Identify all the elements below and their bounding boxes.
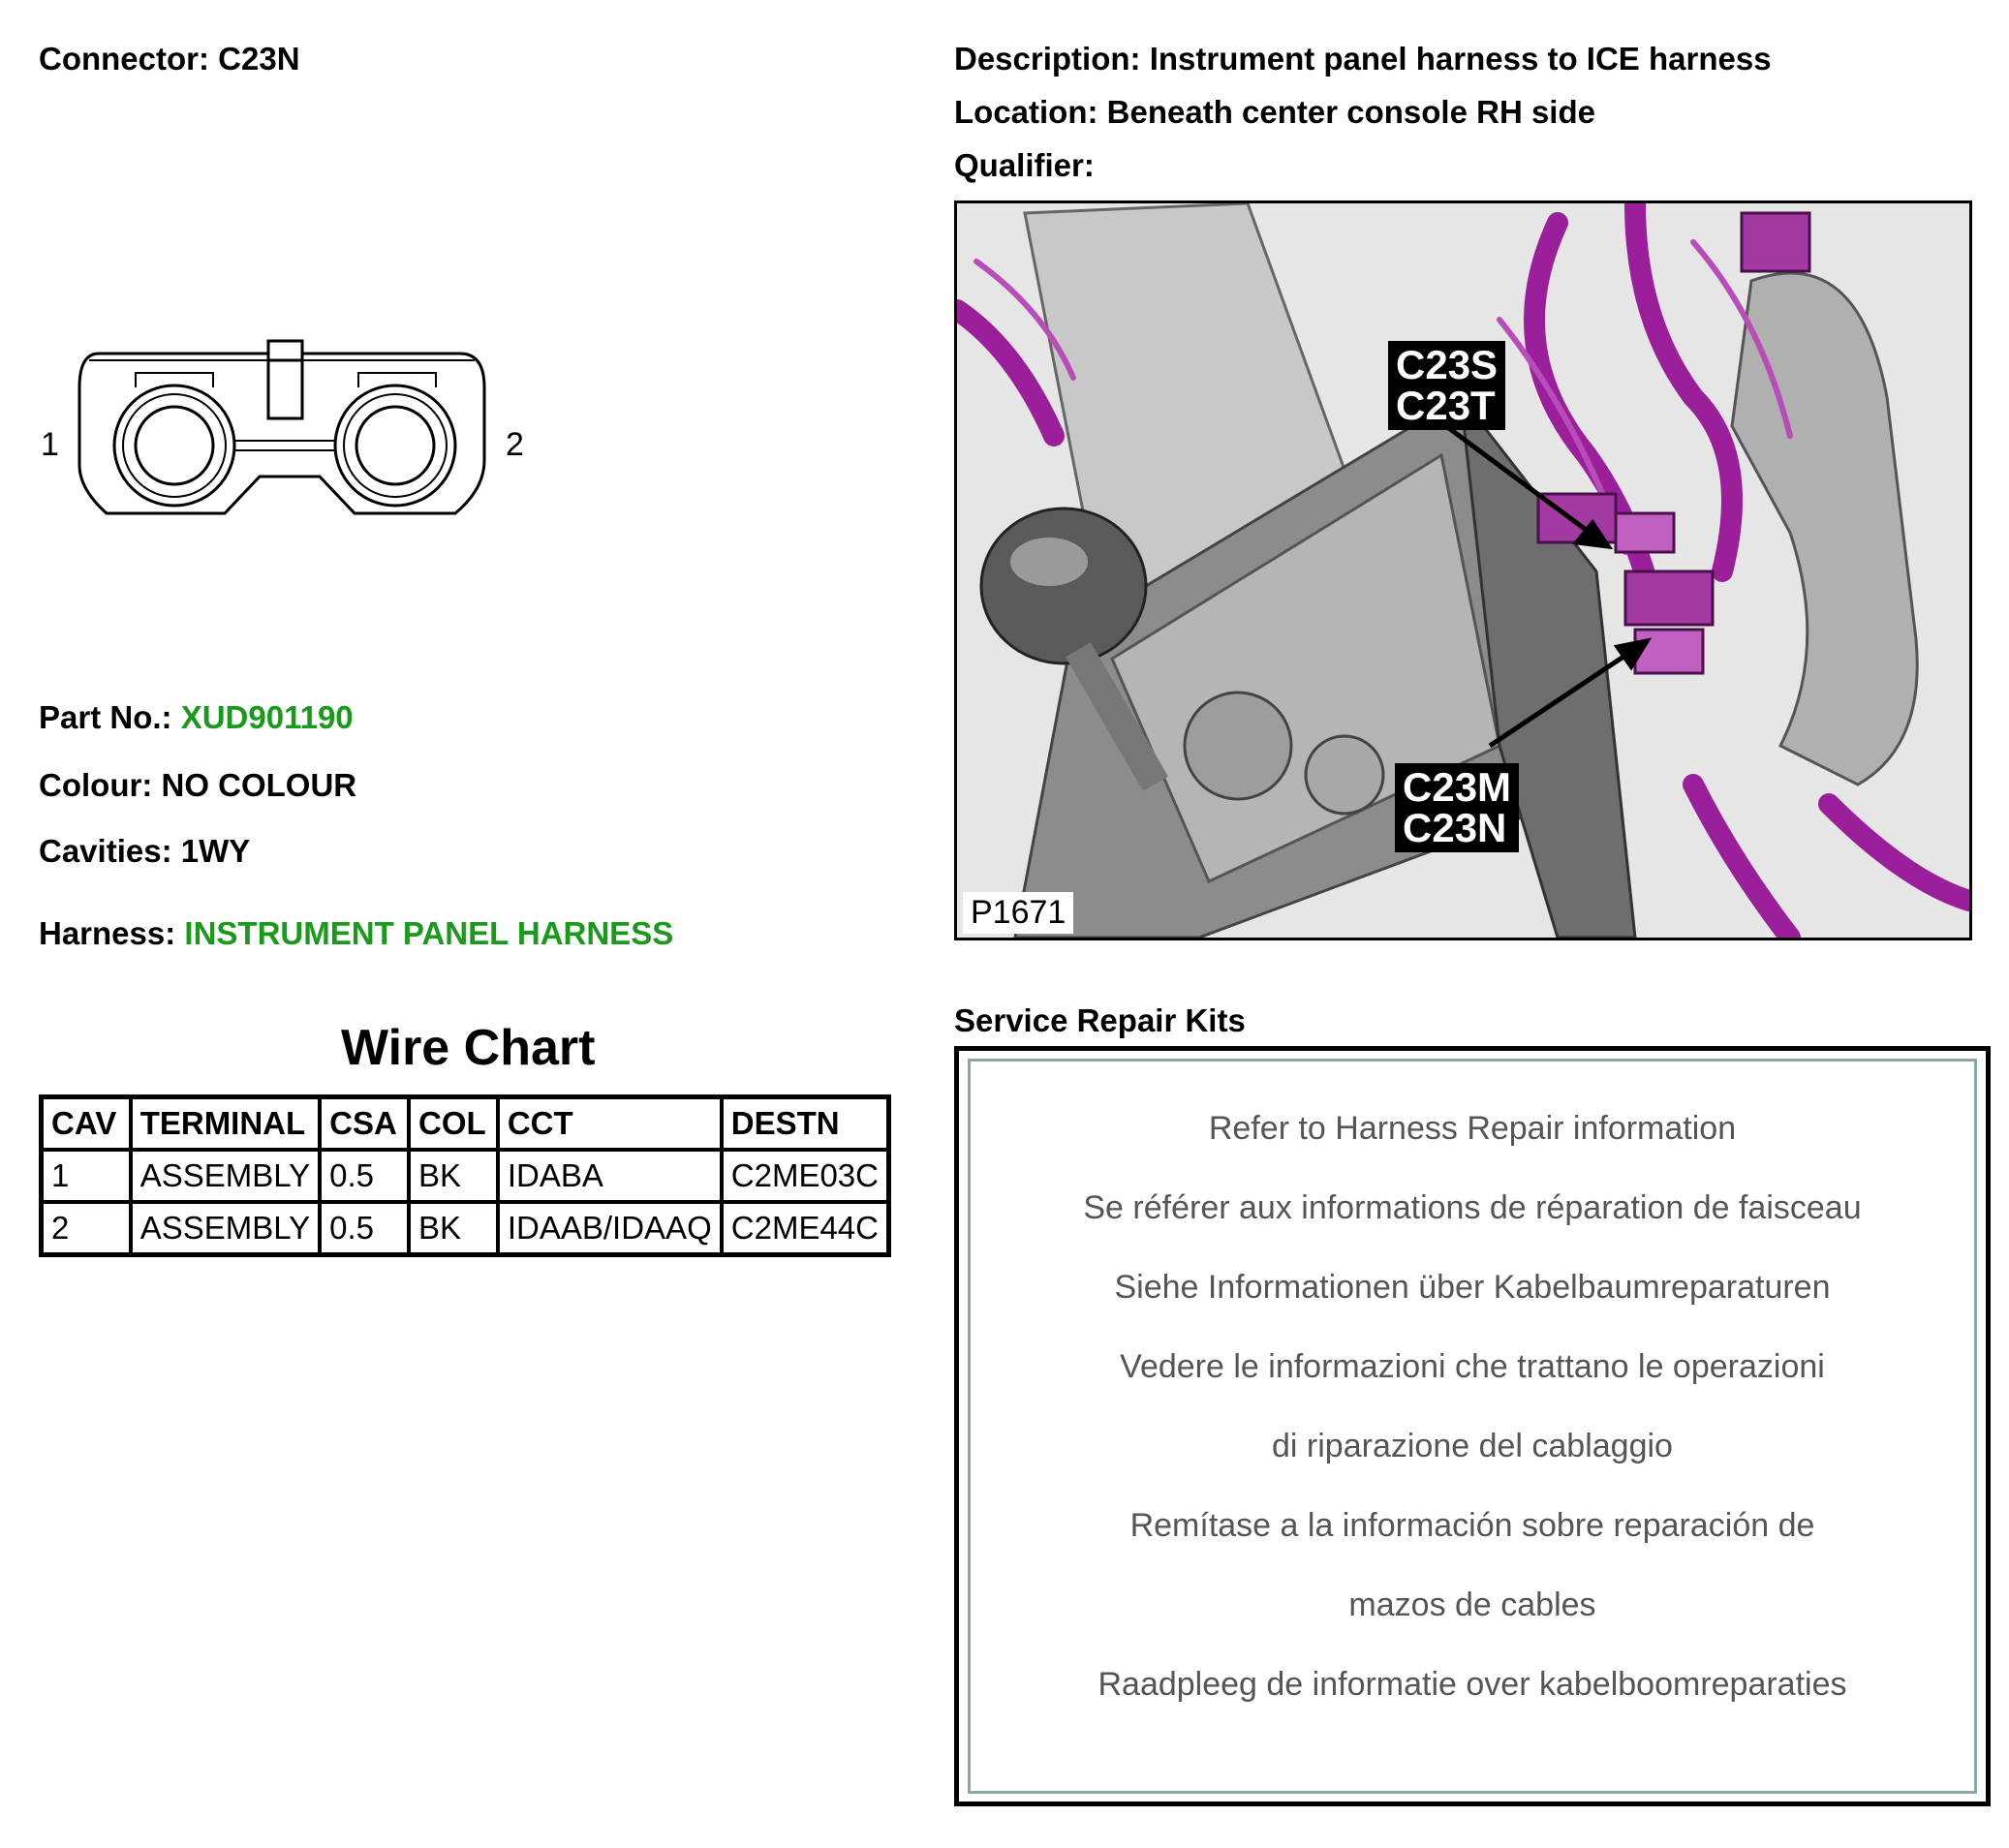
cell-terminal: ASSEMBLY	[131, 1150, 320, 1202]
colour-label: Colour:	[39, 767, 153, 803]
callout-c23m-c23n	[1395, 763, 1519, 852]
repair-line-nl: Raadpleeg de informatie over kabelboomreparaties	[1097, 1666, 1847, 1703]
table-row	[42, 1202, 889, 1255]
colour-field	[39, 767, 356, 804]
callout-c23s: C23S	[1396, 342, 1499, 387]
colour-value: NO COLOUR	[161, 767, 357, 803]
cell-cct: IDAAB/IDAAQ	[498, 1202, 722, 1255]
part-no-field	[39, 699, 354, 736]
col-header-csa: CSA	[320, 1097, 409, 1151]
cell-col: BK	[409, 1202, 498, 1255]
description-value: Instrument panel harness to ICE harness	[1149, 41, 1772, 77]
pin-2-label: 2	[506, 426, 524, 463]
cell-cav: 1	[42, 1150, 131, 1202]
cell-destn: C2ME03C	[722, 1150, 889, 1202]
cavities-value: 1WY	[180, 833, 251, 869]
connector-label: Connector:	[39, 41, 209, 77]
harness-label: Harness:	[39, 915, 176, 951]
cell-terminal: ASSEMBLY	[131, 1202, 320, 1255]
col-header-terminal: TERMINAL	[131, 1097, 320, 1151]
repair-line-en: Refer to Harness Repair information	[1208, 1110, 1737, 1147]
cavity-1-inner	[136, 407, 213, 484]
photo-id-label: P1671	[963, 892, 1073, 934]
callout-c23t: C23T	[1396, 383, 1496, 428]
location-label: Location:	[954, 94, 1098, 130]
cavity-1-outer	[114, 385, 234, 506]
table-row	[42, 1150, 889, 1202]
cell-csa: 0.5	[320, 1150, 409, 1202]
wire-chart-table	[39, 1094, 891, 1257]
repair-line-de: Siehe Informationen über Kabelbaumreparaturen	[1114, 1269, 1831, 1306]
cell-destn: C2ME44C	[722, 1202, 889, 1255]
description-field	[954, 41, 1772, 77]
wire-chart-header-row	[42, 1097, 889, 1151]
col-header-col: COL	[409, 1097, 498, 1151]
callout-c23s-c23t	[1388, 341, 1505, 430]
connector-face-diagram	[29, 320, 552, 542]
cell-col: BK	[409, 1150, 498, 1202]
harness-value[interactable]: INSTRUMENT PANEL HARNESS	[184, 915, 674, 951]
cell-cav: 2	[42, 1202, 131, 1255]
col-header-cav: CAV	[42, 1097, 131, 1151]
location-field	[954, 94, 1595, 131]
harness-field	[39, 915, 673, 952]
col-header-destn: DESTN	[722, 1097, 889, 1151]
service-repair-kits-box	[954, 1046, 1991, 1806]
repair-line-es-1: Remítase a la información sobre reparación de	[1129, 1507, 1815, 1544]
connector-location-photo	[954, 200, 1972, 940]
col-header-cct: CCT	[498, 1097, 722, 1151]
connector-field	[39, 41, 300, 77]
cavity-2-inner	[356, 407, 434, 484]
wire-chart-title: Wire Chart	[341, 1020, 596, 1076]
callout-c23m: C23M	[1403, 764, 1512, 810]
description-label: Description:	[954, 41, 1141, 77]
connector-value: C23N	[218, 41, 300, 77]
connector-latch	[268, 341, 302, 418]
cell-csa: 0.5	[320, 1202, 409, 1255]
cavity-2-outer	[335, 385, 455, 506]
callout-c23n: C23N	[1403, 805, 1507, 850]
qualifier-label: Qualifier:	[954, 147, 1095, 183]
cell-cct: IDABA	[498, 1150, 722, 1202]
pin-1-label: 1	[41, 426, 59, 463]
cavities-field	[39, 833, 250, 870]
cavities-label: Cavities:	[39, 833, 172, 869]
repair-line-it-1: Vedere le informazioni che trattano le operazioni	[1120, 1348, 1825, 1385]
repair-line-es-2: mazos de cables	[1348, 1586, 1596, 1623]
part-no-label: Part No.:	[39, 699, 172, 735]
repair-line-fr: Se référer aux informations de réparation de faisceau	[1083, 1189, 1862, 1226]
service-repair-kits-title: Service Repair Kits	[954, 1002, 1246, 1038]
qualifier-field	[954, 147, 1095, 184]
location-value: Beneath center console RH side	[1106, 94, 1595, 130]
service-repair-kits-inner	[968, 1059, 1977, 1794]
part-no-value[interactable]: XUD901190	[180, 699, 354, 735]
repair-line-it-2: di riparazione del cablaggio	[1272, 1428, 1673, 1464]
